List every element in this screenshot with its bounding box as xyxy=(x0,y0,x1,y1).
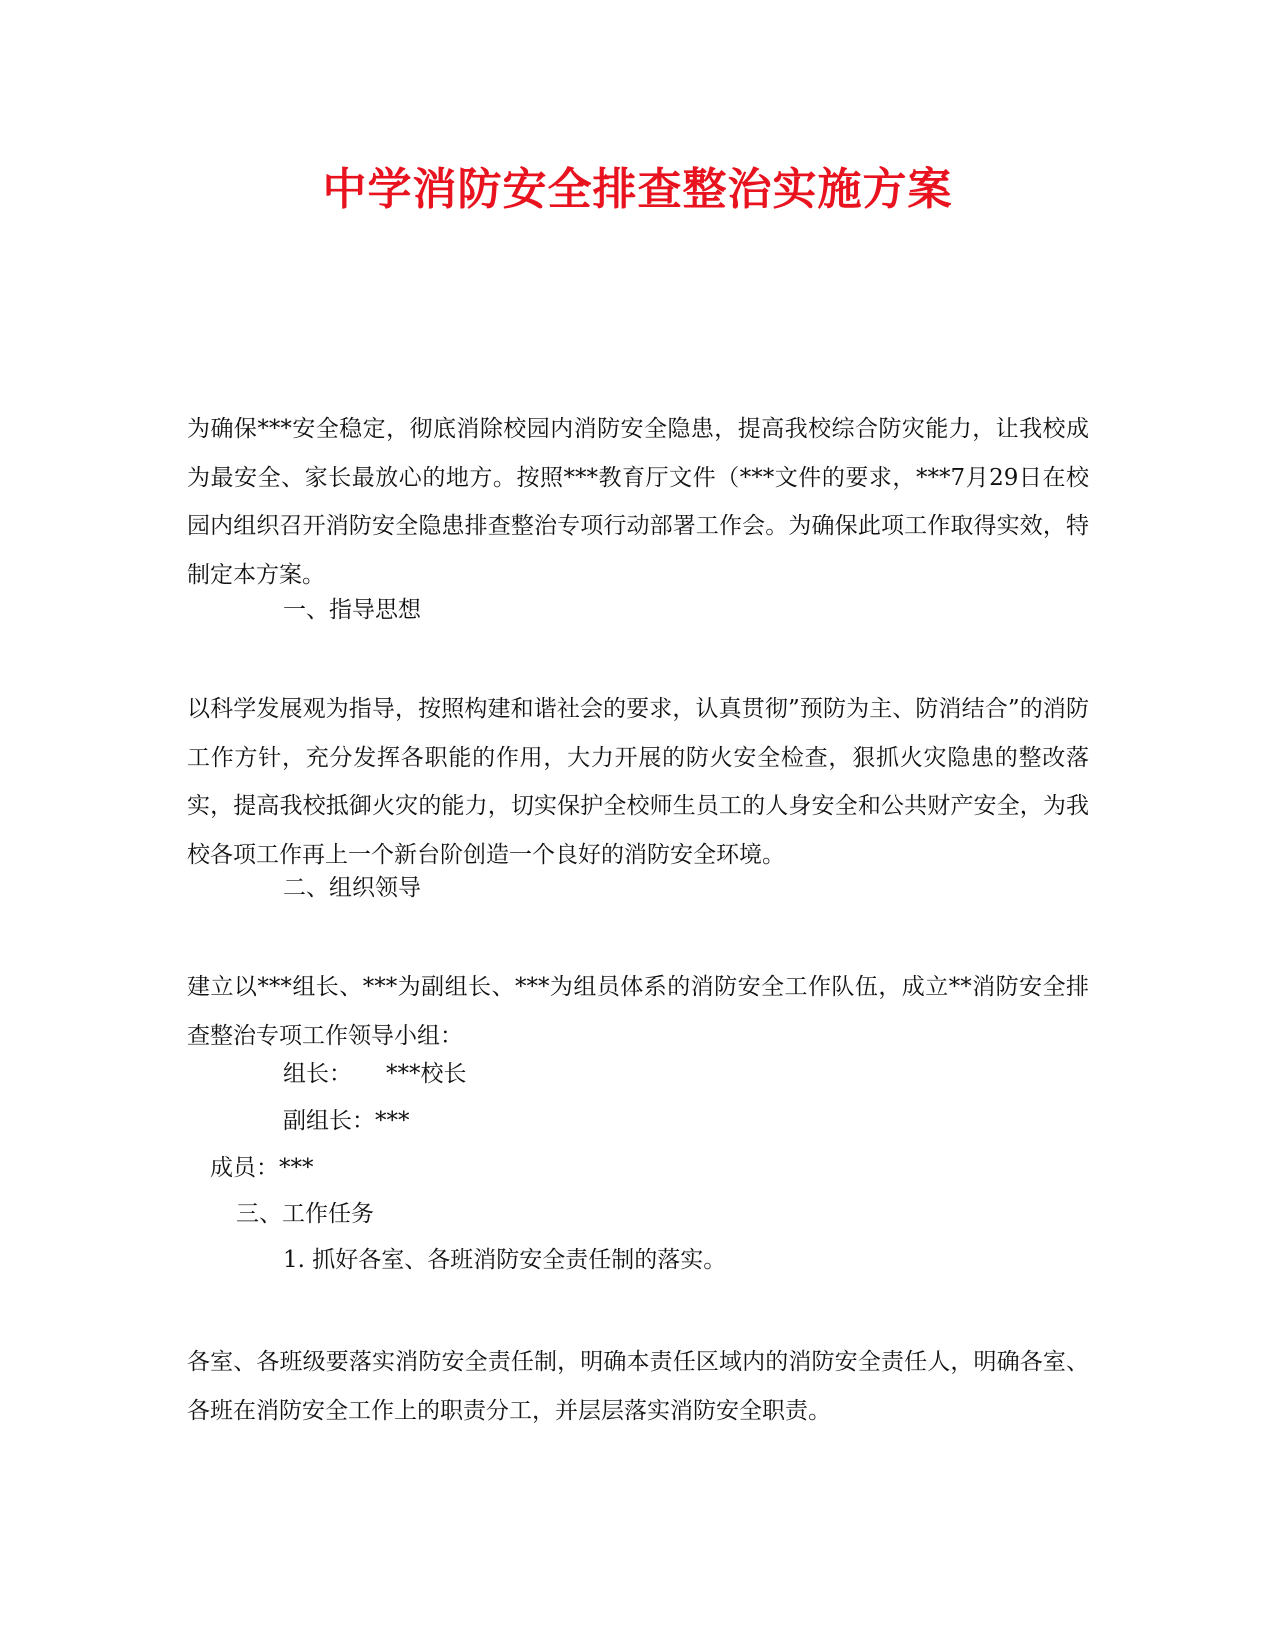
leader-label: 组长： xyxy=(283,1061,352,1087)
task-item-1-paragraph: 各室、各班级要落实消防安全责任制，明确本责任区域内的消防安全责任人，明确各室、各班在消防安全工作上的职责分工，并层层落实消防安全职责。 xyxy=(187,1349,1089,1424)
organization-paragraph: 建立以***组长、***为副组长、***为组员体系的消防安全工作队伍，成立**消防安全排查整治专项工作领导小组： xyxy=(187,974,1089,1049)
section-heading-guiding-thought: 一、指导思想 xyxy=(283,597,421,623)
intro-paragraph: 为确保***安全稳定，彻底消除校园内消防安全隐患，提高我校综合防灾能力，让我校成为最安全、家长最放心的地方。按照***教育厅文件（***文件的要求，***7月29日在校园内组织召开消防安全隐患排查整治专项行动部署工作会。为确保此项工作取得实效，特制定本方案。 xyxy=(187,416,1089,588)
leader-line xyxy=(283,1058,467,1090)
task-item-1: 1. 抓好各室、各班消防安全责任制的落实。 xyxy=(283,1247,727,1273)
deputy-leader-line: 副组长：*** xyxy=(283,1108,410,1134)
document-title: 中学消防安全排查整治实施方案 xyxy=(322,164,953,215)
section-heading-tasks: 三、工作任务 xyxy=(236,1201,374,1227)
leader-value: ***校长 xyxy=(386,1061,467,1087)
section-heading-organization: 二、组织领导 xyxy=(283,875,421,901)
members-line: 成员：*** xyxy=(210,1155,314,1181)
guiding-thought-paragraph: 以科学发展观为指导，按照构建和谐社会的要求，认真贯彻”预防为主、防消结合”的消防工作方针，充分发挥各职能的作用，大力开展的防火安全检查，狠抓火灾隐患的整改落实，提高我校抵御火灾的能力，切实保护全校师生员工的人身安全和公共财产安全，为我校各项工作再上一个新台阶创造一个良好的消防安全环境。 xyxy=(187,696,1089,868)
